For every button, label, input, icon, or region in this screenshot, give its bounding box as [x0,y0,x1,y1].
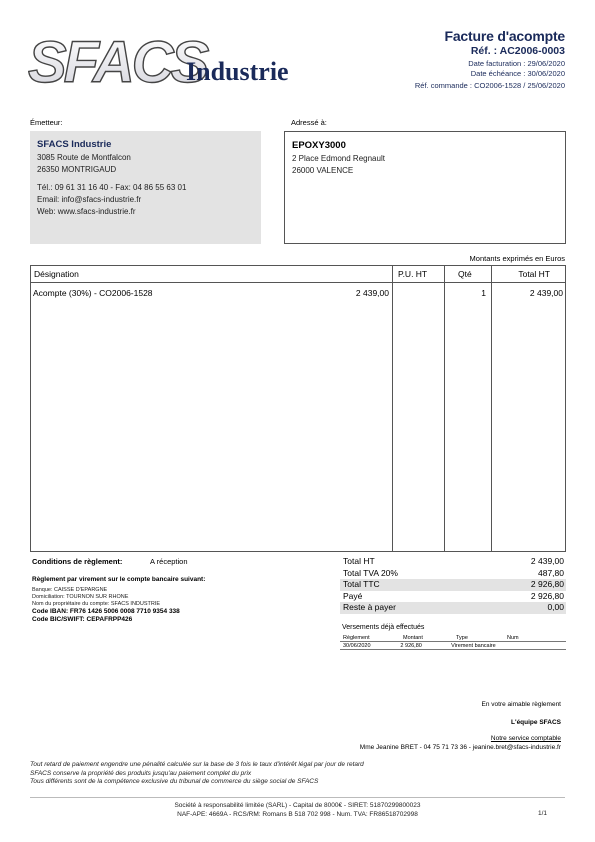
item-total: 2 439,00 [529,288,563,298]
total-label: Payé [343,590,363,601]
logo-brand: SFACS [28,30,207,90]
payment-amount: 2 926,80 [400,643,422,649]
payments-title: Versements déjà effectués [342,624,425,631]
total-ttc-row [340,579,566,591]
pay-col-num: Num [507,635,519,641]
conditions-value: A réception [150,557,188,566]
item-unit-price: 2 439,00 [355,288,389,298]
emitter-web: Web: www.sfacs-industrie.fr [37,207,136,216]
emitter-label: Émetteur: [30,118,63,127]
total-ht-row [340,556,566,568]
accounting-contact: Mme Jeanine BRET - 04 75 71 73 36 - jeanine.bret@sfacs-industrie.fr [359,744,561,751]
recipient-name: EPOXY3000 [292,140,346,151]
emitter-address2: 26350 MONTRIGAUD [37,165,117,174]
pay-col-montant: Montant [403,635,423,641]
footer [0,801,595,819]
recipient-box [284,131,566,244]
closing-greeting: En votre aimable règlement [481,701,561,708]
signature-team: L'équipe SFACS [511,719,561,726]
items-table [30,265,566,552]
emitter-box [30,131,261,244]
remaining-row [340,602,566,614]
accounting-service: Notre service comptable [490,735,561,742]
logo-sub: Industrie [186,57,289,86]
legal-line: SFACS conserve la propriété des produits jusqu'au paiement complet du prix [30,769,252,777]
total-label: Total HT [343,556,375,566]
payment-row [340,642,566,650]
recipient-address2: 26000 VALENCE [292,166,354,175]
total-label: Reste à payer [343,602,396,612]
invoice-header [415,28,565,91]
totals-table [340,556,566,614]
bank-domiciliation: Domiciliation: TOURNON SUR RHONE [32,594,129,600]
account-owner: Nom du propriétaire du compte: SFACS INDUSTRIE [32,601,161,607]
pay-col-type: Type [456,635,468,641]
total-value: 2 439,00 [530,556,564,566]
total-label: Total TTC [343,579,380,589]
bic: Code BIC/SWIFT: CEPAFRPP426 [32,616,133,623]
emitter-address1: 3085 Route de Montfalcon [37,153,131,162]
invoice-ref: Réf. : AC2006-0003 [470,45,565,57]
total-value: 2 926,80 [530,590,564,601]
footer-company: Société à responsabilité limitée (SARL) - Capital de 8000€ - SIRET: 51870299800023 [174,802,421,809]
total-value: 2 926,80 [530,579,564,589]
col-total: Total HT [518,269,550,279]
emitter-email: Email: info@sfacs-industrie.fr [37,195,142,204]
col-unit-price: P.U. HT [398,269,428,279]
payment-num [528,642,566,649]
legal-line: Tous différents sont de la compétence exclusive du tribunal de commerce du siège social de SFACS [30,778,319,785]
legal-notice [30,761,364,787]
company-logo [28,30,318,90]
emitter-name: SFACS Industrie [37,139,112,150]
payment-type: Virement bancaire [451,643,496,649]
total-value: 0,00 [547,602,564,612]
invoice-date: Date facturation : 29/06/2020 [468,59,565,68]
conditions-label: Conditions de règlement: [32,557,123,566]
emitter-phone: Tél.: 09 61 31 16 40 - Fax: 04 86 55 63 01 [37,183,187,192]
legal-line: Tout retard de paiement engendre une pénalité calculée sur la base de 3 fois le taux d'intérêt légal par jour de retard [30,761,364,768]
currency-note: Montants exprimés en Euros [469,254,565,263]
recipient-label: Adressé à: [291,118,327,127]
total-value: 487,80 [538,567,564,578]
item-designation: Acompte (30%) - CO2006-1528 [33,288,153,298]
transfer-title: Règlement par virement sur le compte bancaire suivant: [32,576,206,583]
page-number: 1/1 [537,810,547,817]
total-label: Total TVA 20% [343,567,398,578]
footer-divider [30,797,565,798]
payment-conditions [32,557,332,624]
payments-table [340,634,566,650]
footer-registration: NAF-APE: 4669A - RCS/RM: Romans B 518 702 998 - Num. TVA: FR86518702998 [177,811,418,818]
recipient-address1: 2 Place Edmond Regnault [292,154,385,163]
iban: Code IBAN: FR76 1426 5006 0008 7710 9354 338 [32,608,180,615]
payment-date: 30/06/2020 [343,643,371,649]
invoice-title: Facture d'acompte [444,28,565,44]
pay-col-reglement: Règlement [343,635,370,641]
invoice-due-date: Date échéance : 30/06/2020 [470,68,565,78]
bank-name: Banque: CAISSE D'EPARGNE [32,587,108,593]
col-designation: Désignation [34,269,79,279]
col-quantity: Qté [458,269,472,279]
order-ref: Réf. commande : CO2006-1528 / 25/06/2020 [414,81,565,90]
item-quantity: 1 [481,288,486,298]
total-tva-row [340,568,566,580]
paid-row [340,591,566,603]
